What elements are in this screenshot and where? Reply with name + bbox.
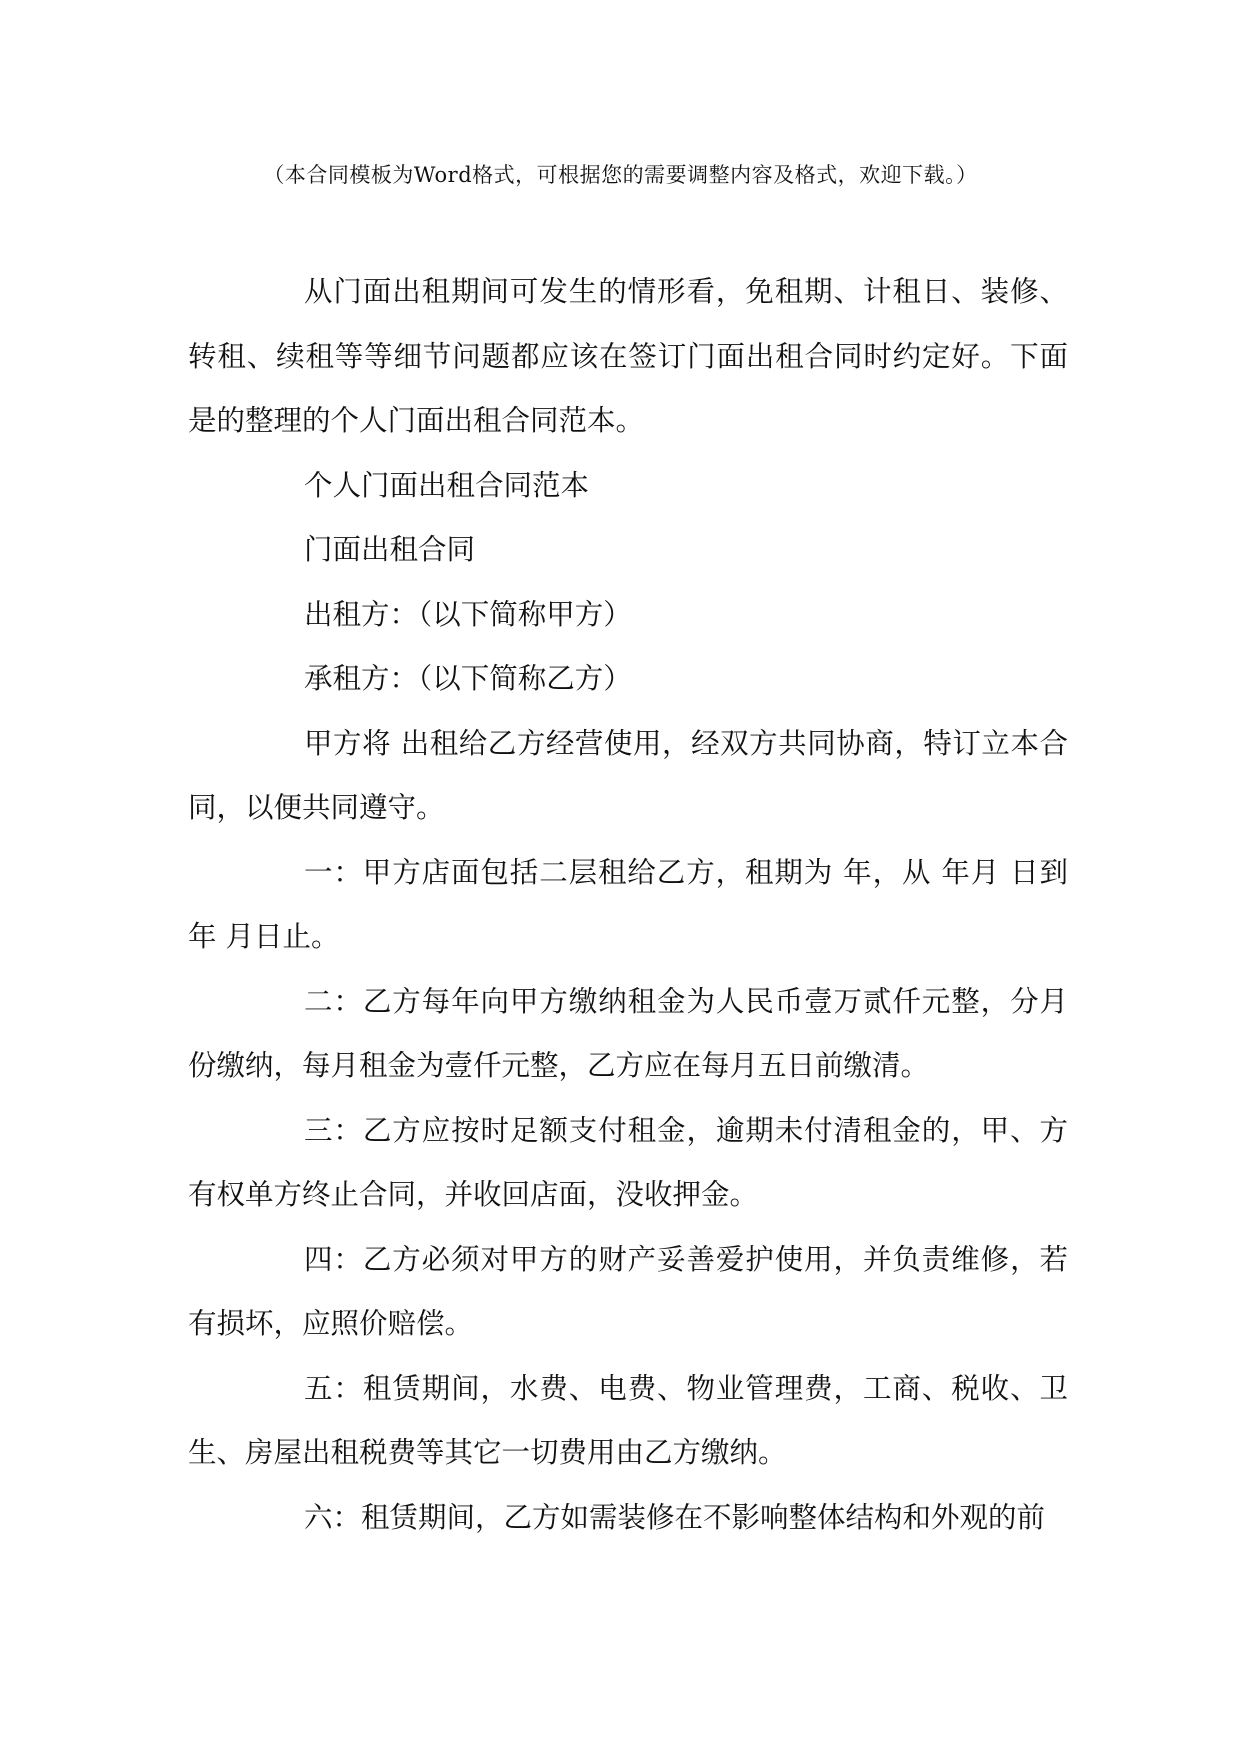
template-notice: （本合同模板为Word格式，可根据您的需要调整内容及格式，欢迎下载。） [263, 163, 978, 187]
lessor-line: 出租方：（以下简称甲方） [304, 597, 632, 631]
clause-5: 五：租赁期间，水费、电费、物业管理费，工商、税收、卫生、房屋出租税费等其它一切费用由乙方缴纳。 [188, 1371, 1068, 1469]
clause-6: 六：租赁期间，乙方如需装修在不影响整体结构和外观的前 [304, 1500, 1046, 1534]
preamble-paragraph: 甲方将 出租给乙方经营使用，经双方共同协商，特订立本合同，以便共同遵守。 [188, 726, 1068, 824]
contract-title: 门面出租合同 [304, 533, 476, 566]
clause-4: 四：乙方必须对甲方的财产妥善爱护使用，并负责维修，若有损坏，应照价赔偿。 [188, 1242, 1068, 1340]
clause-1: 一：甲方店面包括二层租给乙方，租期为 年，从 年月 日到年 月日止。 [188, 855, 1068, 953]
intro-paragraph: 从门面出租期间可发生的情形看，免租期、计租日、装修、转租、续租等等细节问题都应该在签订门面出租合同时约定好。下面是的整理的个人门面出租合同范本。 [188, 275, 1068, 437]
clause-2: 二：乙方每年向甲方缴纳租金为人民币壹万贰仟元整，分月份缴纳，每月租金为壹仟元整，乙方应在每月五日前缴清。 [188, 984, 1068, 1082]
contract-sample-title: 个人门面出租合同范本 [304, 468, 590, 502]
lessee-line: 承租方：（以下简称乙方） [304, 662, 632, 695]
clause-3: 三：乙方应按时足额支付租金，逾期未付清租金的，甲、方有权单方终止合同，并收回店面，没收押金。 [188, 1113, 1068, 1211]
contract-body [188, 260, 1068, 1550]
